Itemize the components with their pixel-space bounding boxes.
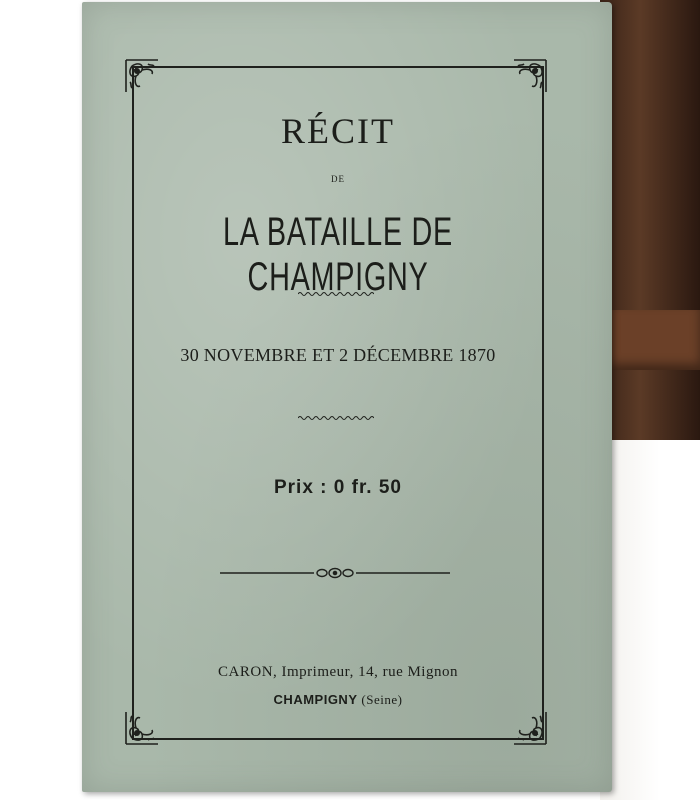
printer-line: CARON, Imprimeur, 14, rue Mignon xyxy=(218,664,458,680)
ornamental-rule-icon xyxy=(218,566,452,580)
price-label: Prix : 0 fr. 50 xyxy=(273,477,402,498)
region-name: (Seine) xyxy=(361,692,403,707)
main-title: LA BATAILLE DE CHAMPIGNY xyxy=(223,210,453,299)
title-de: DE xyxy=(331,174,345,184)
battle-dates: 30 NOVEMBRE ET 2 DÉCEMBRE 1870 xyxy=(180,345,496,365)
floral-corner-icon xyxy=(510,56,550,96)
shelf-edge xyxy=(610,310,700,370)
floral-corner-icon xyxy=(122,56,162,96)
white-background xyxy=(600,440,700,800)
wavy-line-icon xyxy=(298,290,374,298)
cover-frame-border xyxy=(132,66,544,740)
title-recit: RÉCIT xyxy=(281,111,395,151)
city-name: CHAMPIGNY xyxy=(273,692,358,707)
floral-corner-icon xyxy=(510,708,550,748)
wooden-background xyxy=(600,0,700,800)
city-line xyxy=(132,692,544,708)
floral-corner-icon xyxy=(122,708,162,748)
wavy-line-icon xyxy=(298,414,374,422)
